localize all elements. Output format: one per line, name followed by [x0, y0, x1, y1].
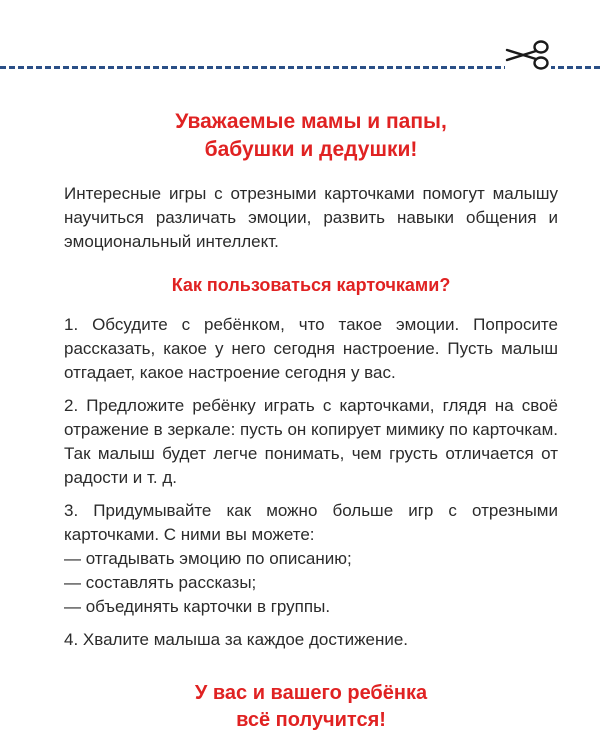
closing-line-1: У вас и вашего ребёнка [194, 682, 428, 704]
section-heading: Как пользоваться карточками? [171, 275, 451, 295]
intro-paragraph: Интересные игры с отрезными карточками помогут малышу научиться различать эмоции, развить навыки общения и эмоциональный интеллект. [64, 184, 558, 251]
closing-message [64, 680, 558, 734]
sub-item: — отгадывать эмоцию по описанию; [64, 549, 352, 568]
instruction-item-2: 2. Предложите ребёнку играть с карточками, глядя на своё отражение в зеркале: пусть он копирует мимику по карточкам. Так малыш будет легче понимать, чем грусть отличается от радости и т. д. [64, 396, 558, 487]
page-content [64, 108, 558, 734]
sub-item: — объединять карточки в группы. [64, 597, 331, 616]
sub-item: — составлять рассказы; [64, 573, 257, 592]
scissors-icon [505, 38, 551, 72]
page-title [64, 108, 558, 164]
instruction-item-4: 4. Хвалите малыша за каждое достижение. [64, 630, 409, 649]
instruction-item-1: 1. Обсудите с ребёнком, что такое эмоции. Попросите рассказать, какое у него сегодня настроение. Пусть малыш отгадает, какое настроение сегодня у вас. [64, 315, 558, 382]
title-line-1: Уважаемые мамы и папы, [175, 110, 447, 133]
closing-line-2: всё получится! [236, 709, 386, 731]
title-line-2: бабушки и дедушки! [204, 138, 418, 161]
instruction-item-3: 3. Придумывайте как можно больше игр с отрезными карточками. С ними вы можете: [64, 501, 558, 544]
